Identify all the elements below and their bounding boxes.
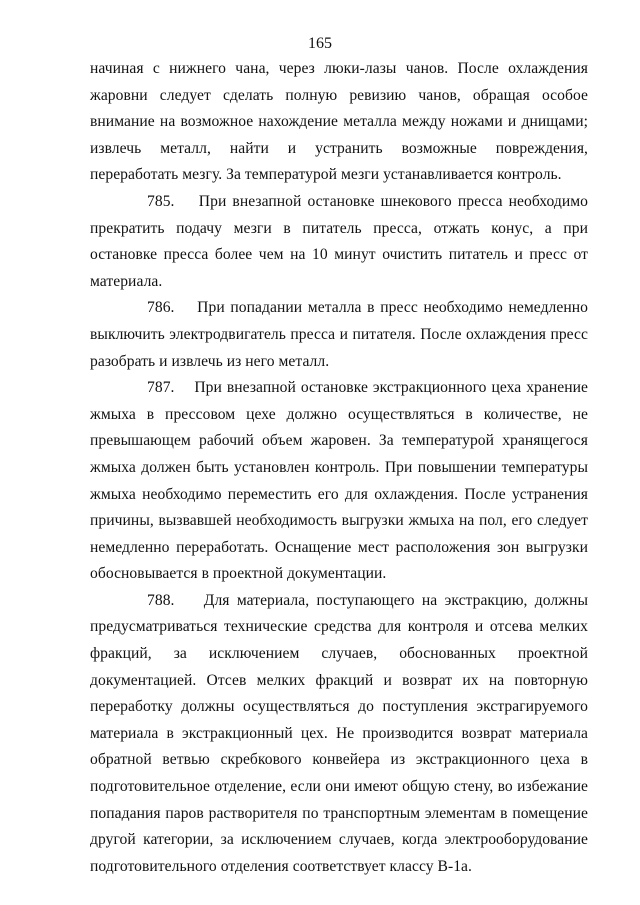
paragraph-786 xyxy=(90,295,588,375)
document-body xyxy=(90,56,588,880)
paragraph-text: При внезапной остановке шнекового пресса необходимо прекратить подачу мезги в питатель пресса, отжать конус, а при остановке пресса более чем на 10 минут очистить питатель и пресс от материала. xyxy=(90,192,589,290)
paragraph-continuation xyxy=(90,56,588,189)
paragraph-787 xyxy=(90,375,588,588)
paragraph-number: 785. xyxy=(147,192,175,210)
paragraph-text: При внезапной остановке экстракционного цеха хранение жмыха в прессовом цехе должно осуществляться в количестве, не превышающем рабочий объем жаровен. За температурой хранящегося жмыха должен быть установлен контроль. При повышении температуры жмыха необходимо переместить его для охлаждения. После устранения причины, вызвавшей необходимость выгрузки жмыха на пол, его следует немедленно переработать. Оснащение мест расположения зон выгрузки обосновывается в проектной документации. xyxy=(90,379,588,583)
paragraph-number: 787. xyxy=(147,379,175,397)
paragraph-785 xyxy=(90,189,588,295)
paragraph-text: начиная с нижнего чана, через люки-лазы чанов. После охлаждения жаровни следует сделать полную ревизию чанов, обращая особое внимание на возможное нахождение металла между ножами и днищами; извлечь металл, найти и устранить возможные повреждения, переработать мезгу. За температурой мезги устанавливается контроль. xyxy=(90,60,588,184)
paragraph-text: При попадании металла в пресс необходимо немедленно выключить электродвигатель пресса и питателя. После охлаждения пресс разобрать и извлечь из него металл. xyxy=(90,299,588,370)
paragraph-number: 788. xyxy=(147,591,175,609)
paragraph-text: Для материала, поступающего на экстракцию, должны предусматриваться технические средства для контроля и отсева мелких фракций, за исключением случаев, обоснованных проектной документацией. Отсев мелких фракций и возврат их на повторную переработку должны осуществляться до поступления экстрагируемого материала в экстракционный цех. Не производится возврат материала обратной ветвью скребкового конвейера из экстракционного цеха в подготовительное отделение, если они имеют общую стену, во избежание попадания паров растворителя по транспортным элементам в помещение другой категории, за исключением случаев, когда электрооборудование подготовительного отделения соответствует классу В-1а. xyxy=(90,591,588,875)
paragraph-788 xyxy=(90,588,588,881)
page-number: 165 xyxy=(308,35,332,52)
paragraph-number: 786. xyxy=(147,299,175,317)
